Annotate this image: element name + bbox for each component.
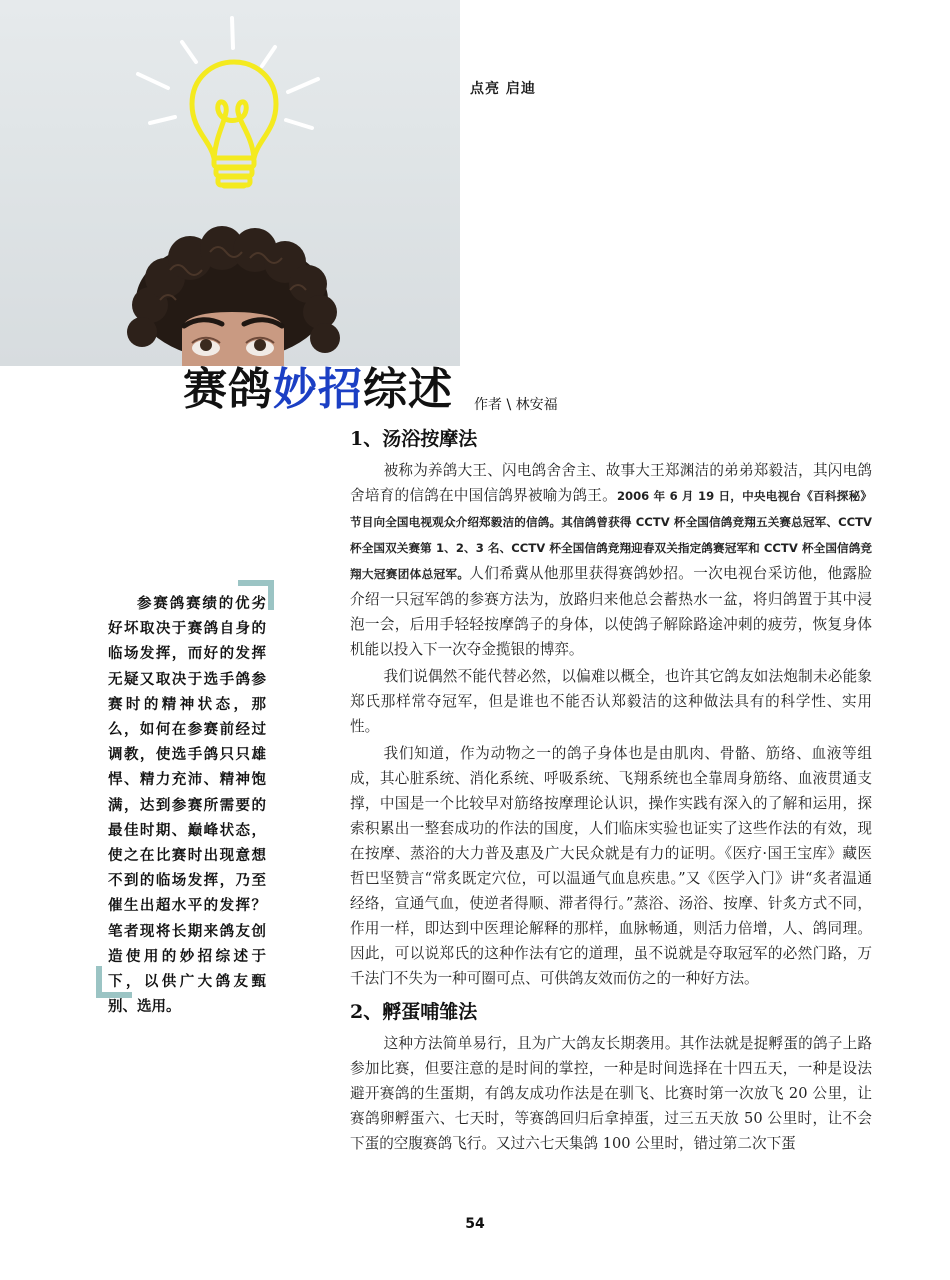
paragraph-bold-text: 2006 年 6 月 19 日，中央电视台《百科探秘》节目向全国电视观众介绍郑毅洁的信鸽。其信鸽曾获得 CCTV 杯全国信鸽竞翔五关赛总冠军、CCTV 杯全国双关赛第 1、2、3 名、CCTV 杯全国信鸽竞翔迎春双关指定鸽赛冠军和 CCTV 杯全国信鸽竞翔大冠赛团体总冠军。 xyxy=(350,489,872,581)
pull-quote xyxy=(96,580,286,1016)
paragraph: 这种方法简单易行，且为广大鸽友长期袭用。其作法就是捉孵蛋的鸽子上路参加比赛，但要注意的是时间的掌控，一种是时间选择在十四五天，一种是设法避开赛鸽的生蛋期，有鸽友成功作法是在驯飞、比赛时第一次放飞 20 公里，让赛鸽卵孵蛋六、七天时，等赛鸽回归后拿掉蛋，过三五天放 50 公里时，让不会下蛋的空腹赛鸽飞行。又过六七天集鸽 100 公里时，错过第二次下蛋 xyxy=(350,1035,872,1152)
lightbulb-illustration xyxy=(0,0,460,366)
quote-bracket-bottom xyxy=(96,966,132,998)
person-head xyxy=(127,226,340,366)
paragraph-text: 被称为养鸽大王、闪电鸽舍舍主、故事大王郑渊洁的弟弟郑毅洁，其闪电鸽舍培育的信鸽在中国信鸽界被喻为鸽王。 xyxy=(350,462,872,504)
title-part-1: 赛鸽 xyxy=(183,364,273,415)
article-title xyxy=(183,362,453,418)
pull-quote-text: 参赛鸽赛绩的优劣好坏取决于赛鸽自身的临场发挥，而好的发挥无疑又取决于选手鸽参赛时的精神状态，那么，如何在参赛前经过调教，使选手鸽只只雄悍、精力充沛、精神饱满，达到参赛所需要的最佳时期、巅峰状态，使之在比赛时出现意想不到的临场发挥，乃至催生出超水平的发挥？笔者现将长期来鸽友创造使用的妙招综述于下，以供广大鸽友甄别、选用。 xyxy=(108,596,266,1016)
title-highlight: 妙招 xyxy=(273,364,363,415)
paragraph-text: 人们希冀从他那里获得赛鸽妙招。一次电视台采访他，他露脸介绍一只冠军鸽的参赛方法为，放路归来他总会蓄热水一盆，将归鸽置于其中浸泡一会，后用手轻轻按摩鸽子的身体，以使鸽子解除路途冲刺的疲劳，恢复身体机能以投入下一次夺金揽银的博弈。 xyxy=(350,565,872,658)
title-part-2: 综述 xyxy=(363,364,453,415)
paragraph xyxy=(350,458,872,662)
column-label: 点亮 启迪 xyxy=(470,81,536,97)
article-body xyxy=(350,418,872,1158)
hero-illustration xyxy=(0,0,460,366)
paragraph: 我们说偶然不能代替必然，以偏难以概全，也许其它鸽友如法炮制未必能象郑氏那样常夺冠军，但是谁也不能否认郑毅洁的这种做法具有的科学性、实用性。 xyxy=(350,668,872,735)
page-number: 54 xyxy=(465,1216,485,1232)
paragraph: 我们知道，作为动物之一的鸽子身体也是由肌肉、骨骼、筋络、血液等组成，其心脏系统、消化系统、呼吸系统、飞翔系统也全靠周身筋络、血液贯通支撑，中国是一个比较早对筋络按摩理论认识，操作实践有深入的了解和运用，探索积累出一整套成功的作法的国度，人们临床实验也证实了这些作法的有效，现在按摩、蒸浴的大力普及惠及广大民众就是有力的证明。《医疗·国王宝库》藏医哲巴坚赞言“常炙既定穴位，可以温通气血息疾患。”又《医学入门》讲“炙者温通经络，宣通气血，使逆者得顺、滞者得行。”蒸浴、汤浴、按摩、针炙方式不同，作用一样，即达到中医理论解释的那样，血脉畅通，则活力倍增，人、鸽同理。因此，可以说郑氏的这种作法有它的道理，虽不说就是夺取冠军的必然门路，万千法门不失为一种可圈可点、可供鸽友效而仿之的一种好方法。 xyxy=(350,745,872,987)
author-byline: 作者 \ 林安福 xyxy=(474,397,558,413)
lightbulb-icon xyxy=(192,62,276,186)
section-heading-2: 2、孵蛋哺雏法 xyxy=(350,1001,478,1023)
section-heading-1: 1、汤浴按摩法 xyxy=(350,428,478,450)
